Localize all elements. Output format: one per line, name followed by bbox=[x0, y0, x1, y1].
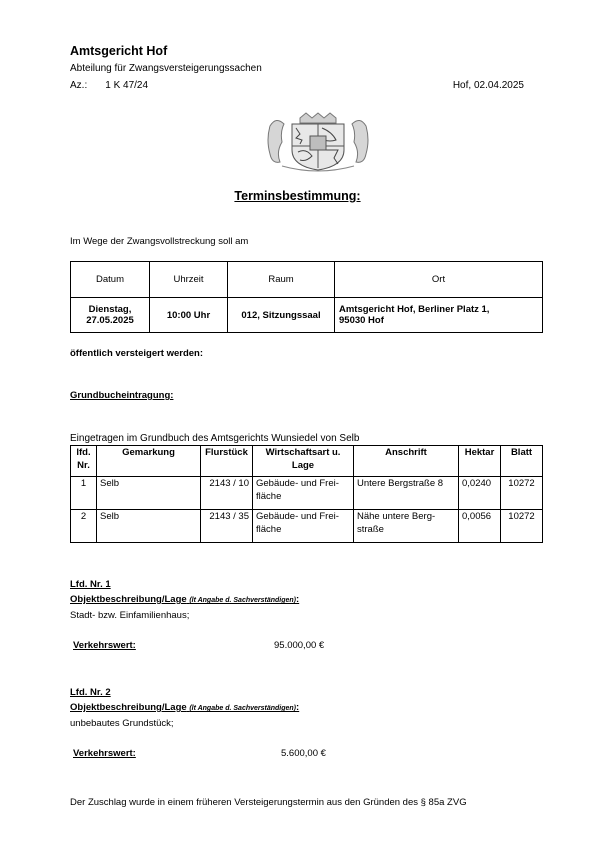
cell-nr: 1 bbox=[71, 477, 97, 510]
table-row bbox=[71, 477, 543, 510]
cell-wirtschaftsart: Gebäude- und Frei- fläche bbox=[253, 510, 354, 543]
court-name: Amtsgericht Hof bbox=[70, 44, 168, 58]
appointment-place: Amtsgericht Hof, Berliner Platz 1, 95030 Hof bbox=[335, 298, 543, 333]
object-description: Stadt- bzw. Einfamilienhaus; bbox=[70, 610, 190, 621]
cell-nr: 2 bbox=[71, 510, 97, 543]
cell-flurstueck: 2143 / 35 bbox=[201, 510, 253, 543]
col-header-room: Raum bbox=[228, 262, 335, 298]
grundbuch-table bbox=[70, 445, 543, 543]
footer-text: Der Zuschlag wurde in einem früheren Versteigerungstermin aus den Gründen des § 85a ZVG bbox=[70, 797, 467, 808]
market-value: 5.600,00 € bbox=[281, 748, 326, 759]
grundbuch-intro: Eingetragen im Grundbuch des Amtsgerichts Wunsiedel von Selb bbox=[70, 433, 360, 444]
object-description-label: Objektbeschreibung/Lage (lt Angabe d. Sachverständigen): bbox=[70, 594, 300, 605]
cell-blatt: 10272 bbox=[501, 510, 543, 543]
object-description: unbebautes Grundstück; bbox=[70, 718, 174, 729]
col-header-date: Datum bbox=[71, 262, 150, 298]
col-header-hektar: Hektar bbox=[459, 446, 501, 477]
market-value-label: Verkehrswert: bbox=[73, 748, 136, 759]
market-value-label: Verkehrswert: bbox=[73, 640, 136, 651]
col-header-gemarkung: Gemarkung bbox=[97, 446, 201, 477]
col-header-lfd: lfd. Nr. bbox=[71, 446, 97, 477]
appointment-time: 10:00 Uhr bbox=[150, 298, 228, 333]
department: Abteilung für Zwangsversteigerungssachen bbox=[70, 63, 262, 74]
object-description-label: Objektbeschreibung/Lage (lt Angabe d. Sachverständigen): bbox=[70, 702, 300, 713]
appointment-room: 012, Sitzungssaal bbox=[228, 298, 335, 333]
cell-blatt: 10272 bbox=[501, 477, 543, 510]
col-header-anschrift: Anschrift bbox=[354, 446, 459, 477]
col-header-wirtschaftsart: Wirtschaftsart u. Lage bbox=[253, 446, 354, 477]
lot-number: Lfd. Nr. 2 bbox=[70, 687, 111, 698]
grundbuch-heading: Grundbucheintragung: bbox=[70, 390, 174, 401]
az-number: 1 K 47/24 bbox=[105, 80, 149, 91]
table-row bbox=[71, 298, 543, 333]
sold-text: öffentlich versteigert werden: bbox=[70, 348, 204, 359]
file-reference bbox=[70, 80, 148, 91]
lot-number: Lfd. Nr. 1 bbox=[70, 579, 111, 590]
appointment-table bbox=[70, 261, 543, 333]
cell-gemarkung: Selb bbox=[97, 510, 201, 543]
table-header-row bbox=[71, 446, 543, 477]
table-row bbox=[71, 510, 543, 543]
col-header-time: Uhrzeit bbox=[150, 262, 228, 298]
place-date: Hof, 02.04.2025 bbox=[452, 80, 524, 91]
cell-flurstueck: 2143 / 10 bbox=[201, 477, 253, 510]
page-title: Terminsbestimmung: bbox=[234, 189, 361, 203]
col-header-place: Ort bbox=[335, 262, 543, 298]
cell-gemarkung: Selb bbox=[97, 477, 201, 510]
coat-of-arms-icon bbox=[262, 112, 374, 172]
appointment-date: Dienstag, 27.05.2025 bbox=[71, 298, 150, 333]
az-label: Az.: bbox=[70, 80, 88, 91]
col-header-flurstueck: Flurstück bbox=[201, 446, 253, 477]
cell-hektar: 0,0056 bbox=[459, 510, 501, 543]
cell-anschrift: Untere Bergstraße 8 bbox=[354, 477, 459, 510]
cell-wirtschaftsart: Gebäude- und Frei- fläche bbox=[253, 477, 354, 510]
table-header-row bbox=[71, 262, 543, 298]
intro-text: Im Wege der Zwangsvollstreckung soll am bbox=[70, 236, 249, 247]
col-header-blatt: Blatt bbox=[501, 446, 543, 477]
market-value: 95.000,00 € bbox=[274, 640, 325, 651]
cell-anschrift: Nähe untere Berg- straße bbox=[354, 510, 459, 543]
cell-hektar: 0,0240 bbox=[459, 477, 501, 510]
